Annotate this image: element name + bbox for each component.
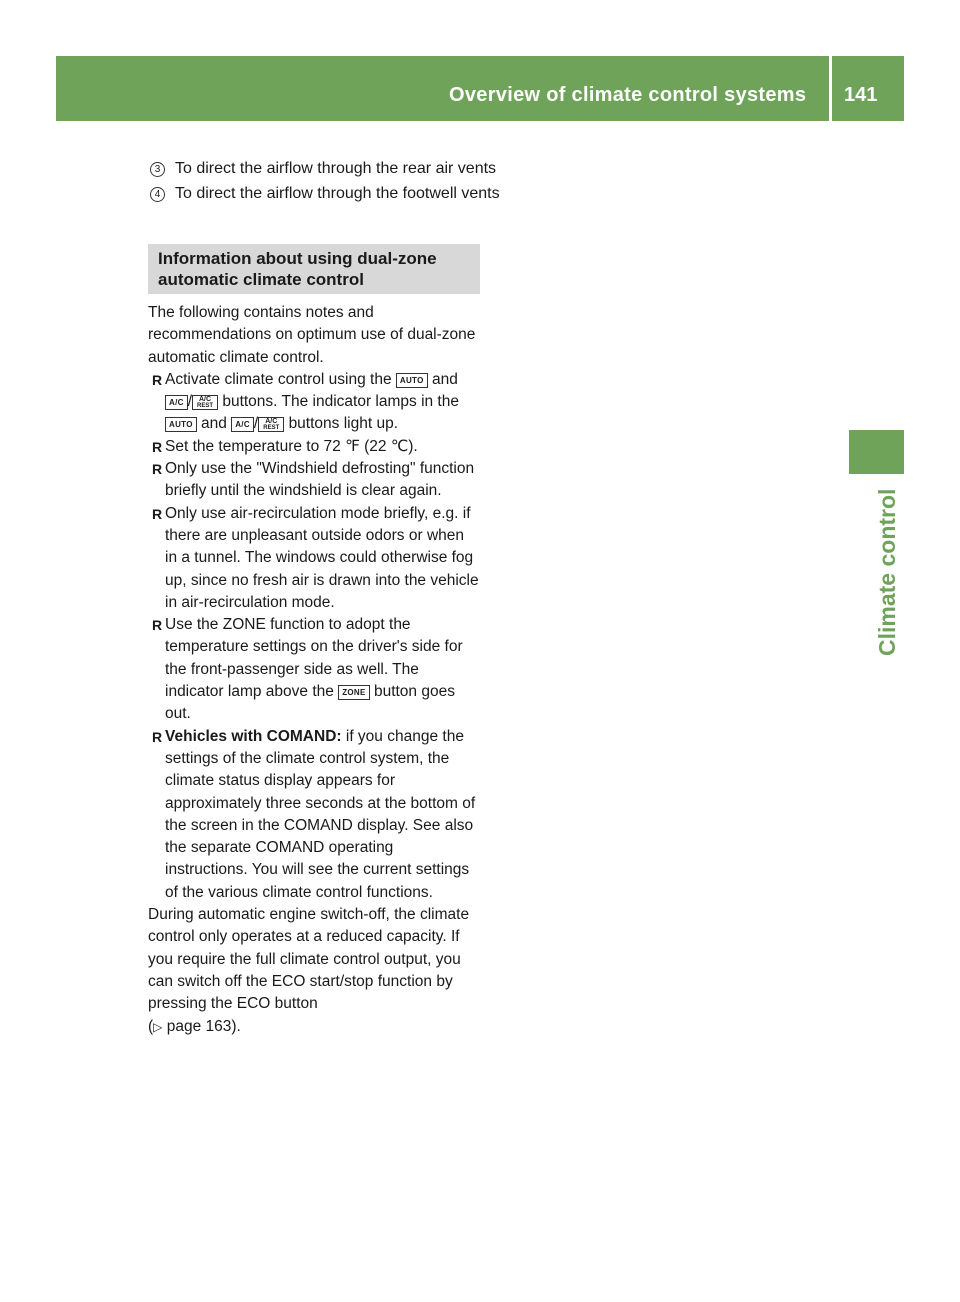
section-content [148,302,480,1038]
bullet-item-activate [148,369,480,436]
callout-item-4 [150,183,500,205]
ac-button-icon: A/C [165,395,188,410]
bullet-text: buttons. The indicator lamps in the [222,393,459,411]
callout-text: To direct the airflow through the rear air vents [175,160,497,177]
bullet-text: Use the ZONE function to adopt the temperature settings on the driver's side for the front-passenger side as well. The indicator lamp above the [165,616,463,701]
ac-rest-button-icon [192,395,218,410]
slash-text: / [187,393,192,411]
auto-button-icon: AUTO [165,417,197,432]
bullet-item-comand [148,726,480,904]
bullet-item-zone [148,614,480,725]
bullet-text: Activate climate control using the [165,370,392,388]
bullet-item-defrost: R Only use the "Windshield defrosting" function briefly until the windshield is clear again. [148,458,480,503]
bullet-text: button goes out. [165,683,455,723]
page-ref-open: ( [148,1017,154,1035]
bullet-text: and [201,415,227,433]
callout-text: To direct the airflow through the footwell vents [175,185,500,202]
outro-paragraph [148,904,480,1038]
page-reference-link[interactable]: page 163). [166,1017,241,1035]
bullet-text: and [431,370,458,388]
bullet-item-recirculation: R Only use air-recirculation mode briefly, e.g. if there are unpleasant outside odors or when in a tunnel. The windows could otherwise fog up, since no fresh air is drawn into the vehicle in air-recirculation mode. [148,503,480,614]
ac-rest-top: A/C [265,418,278,426]
bullet-text: buttons light up. [288,415,399,433]
bullet-item-temperature: R Set the temperature to 72 ℉ (22 ℃). [148,436,480,458]
ac-rest-button-icon [258,417,284,432]
ac-rest-bottom: REST [263,425,280,432]
outro-text: During automatic engine switch-off, the climate control only operates at a reduced capacity. If you require the full climate control output, you can switch off the ECO start/stop function by pressing the ECO button [148,906,470,1013]
bullet-text: if you change the settings of the climate control system, the climate status display appears for approximately three seconds at the bottom of the screen in the COMAND display. See also the separate COMAND operating instructions. You will see the current settings of the various climate control functions. [165,727,476,901]
section-heading [158,248,478,290]
page-header-title: Overview of climate control systems [449,84,807,106]
intro-paragraph: The following contains notes and recommendations on optimum use of dual-zone automatic climate control. [148,304,476,366]
arrow-right-icon: ▷ [153,1019,163,1034]
auto-button-icon: AUTO [396,373,428,388]
section-heading-line: automatic climate control [158,270,364,289]
ac-rest-bottom: REST [197,403,214,410]
bullet-bold-lead: Vehicles with COMAND: [165,727,342,745]
ac-button-icon: A/C [231,417,254,432]
chapter-label-text: Climate control [874,488,900,656]
ac-rest-top: A/C [198,396,212,404]
page-number: 141 [844,84,878,106]
chapter-tab [849,430,904,474]
callout-item-3 [150,158,496,180]
header-divider [829,56,832,121]
zone-button-icon: ZONE [338,685,369,700]
callout-number: 3 [150,162,165,177]
slash-text: / [253,415,259,433]
callout-number: 4 [150,187,165,202]
section-heading-line: Information about using dual-zone [158,249,437,268]
